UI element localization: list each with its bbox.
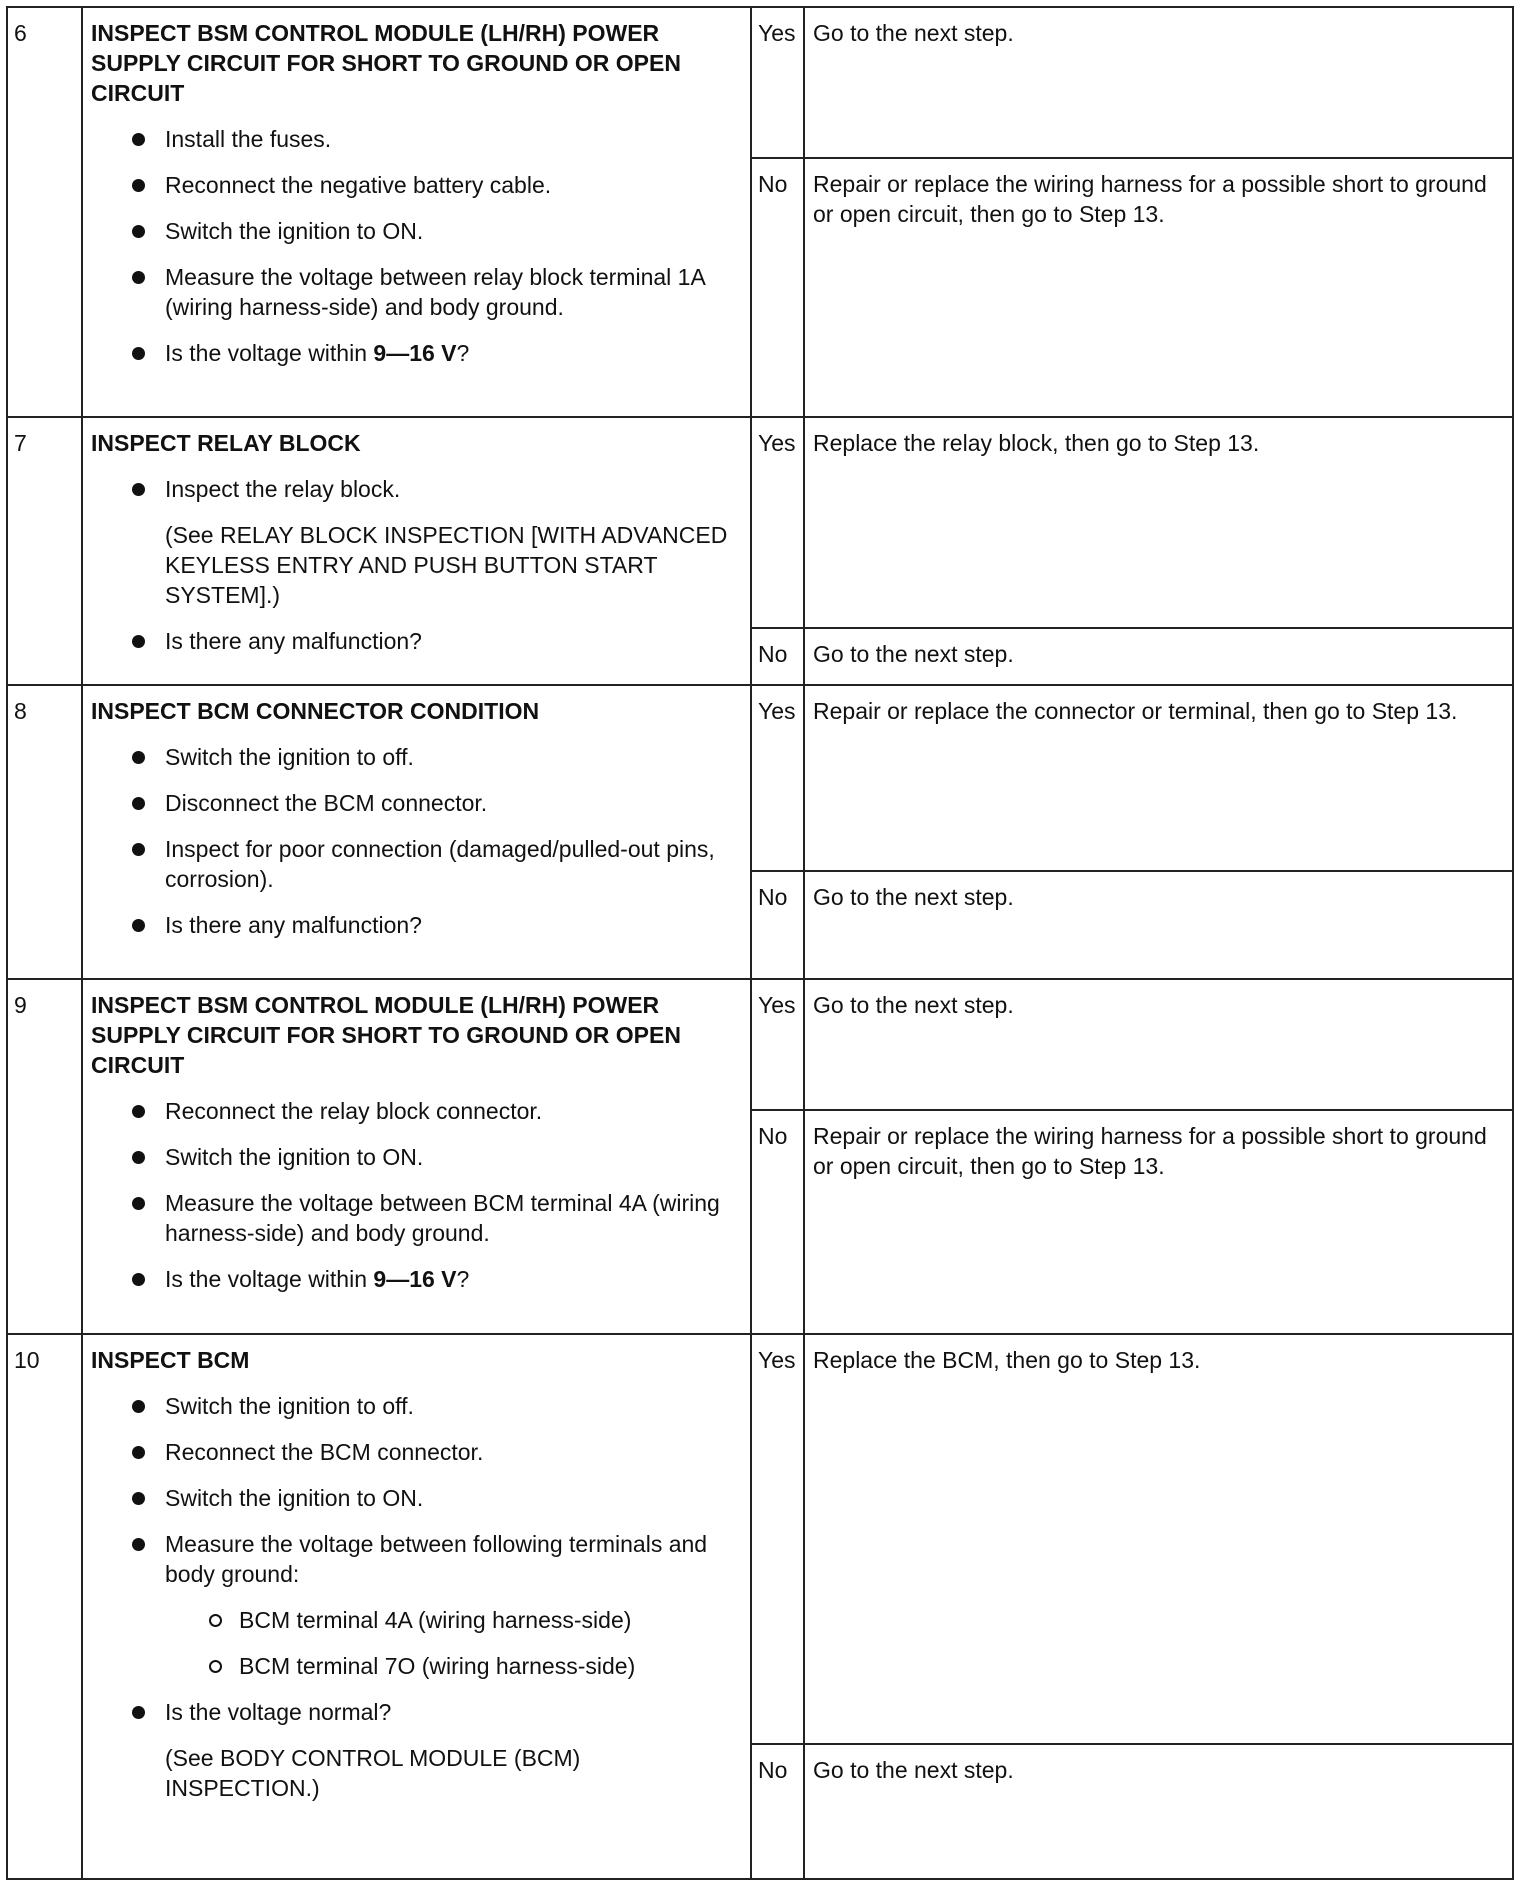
terminal-item: BCM terminal 7O (wiring harness-side): [165, 1651, 740, 1681]
yes-label: Yes: [751, 417, 804, 628]
yes-result: Replace the BCM, then go to Step 13.: [804, 1334, 1513, 1744]
yes-label: Yes: [751, 685, 804, 871]
step-number: 6: [7, 7, 82, 417]
no-label: No: [751, 1744, 804, 1879]
step-number: 9: [7, 979, 82, 1334]
no-label: No: [751, 871, 804, 979]
step-6-yes-row: [7, 7, 1513, 158]
question-text: Is the voltage within: [165, 1266, 374, 1292]
yes-label: Yes: [751, 979, 804, 1110]
reference-note: (See RELAY BLOCK INSPECTION [WITH ADVANCED KEYLESS ENTRY AND PUSH BUTTON START SYSTEM].): [165, 522, 728, 608]
step-action-cell: [82, 1334, 751, 1879]
action-list: [91, 474, 740, 656]
action-list: [91, 742, 740, 940]
action-item: Reconnect the relay block connector.: [91, 1096, 740, 1126]
action-item: Switch the ignition to off.: [91, 1391, 740, 1421]
action-item: Reconnect the negative battery cable.: [91, 170, 740, 200]
no-result: Go to the next step.: [804, 871, 1513, 979]
no-result: Go to the next step.: [804, 628, 1513, 685]
no-result: Repair or replace the wiring harness for a possible short to ground or open circuit, then go to Step 13.: [804, 158, 1513, 417]
action-item: Measure the voltage between BCM terminal 4A (wiring harness-side) and body ground.: [91, 1188, 740, 1248]
step-number: 8: [7, 685, 82, 979]
action-item: Switch the ignition to off.: [91, 742, 740, 772]
step-7-yes-row: [7, 417, 1513, 628]
yes-label: Yes: [751, 7, 804, 158]
action-item: Install the fuses.: [91, 124, 740, 154]
no-label: No: [751, 1110, 804, 1334]
yes-result: Repair or replace the connector or terminal, then go to Step 13.: [804, 685, 1513, 871]
action-item: Switch the ignition to ON.: [91, 216, 740, 246]
question-mark: ?: [456, 340, 470, 366]
action-item: Measure the voltage between relay block terminal 1A (wiring harness-side) and body ground.: [91, 262, 740, 322]
question-item: [91, 1264, 740, 1294]
action-item: Disconnect the BCM connector.: [91, 788, 740, 818]
yes-result: Go to the next step.: [804, 979, 1513, 1110]
no-label: No: [751, 628, 804, 685]
step-title: INSPECT RELAY BLOCK: [91, 430, 361, 456]
yes-label: Yes: [751, 1334, 804, 1744]
step-10-yes-row: [7, 1334, 1513, 1744]
action-item: Switch the ignition to ON.: [91, 1142, 740, 1172]
step-title: INSPECT BCM CONNECTOR CONDITION: [91, 698, 540, 724]
action-item: Inspect the relay block.: [91, 474, 740, 504]
step-action-cell: [82, 685, 751, 979]
yes-result: Go to the next step.: [804, 7, 1513, 158]
yes-result: Replace the relay block, then go to Step 13.: [804, 417, 1513, 628]
step-9-yes-row: [7, 979, 1513, 1110]
action-item: Inspect for poor connection (damaged/pulled-out pins, corrosion).: [91, 834, 740, 894]
action-list: [91, 1391, 740, 1803]
step-8-yes-row: [7, 685, 1513, 871]
action-item: Switch the ignition to ON.: [91, 1483, 740, 1513]
question-item: Is there any malfunction?: [91, 910, 740, 940]
step-action-cell: [82, 979, 751, 1334]
step-title: INSPECT BSM CONTROL MODULE (LH/RH) POWER SUPPLY CIRCUIT FOR SHORT TO GROUND OR OPEN CIRCUIT: [91, 20, 681, 106]
question-mark: ?: [456, 1266, 470, 1292]
action-list: [91, 124, 740, 368]
no-label: No: [751, 158, 804, 417]
terminal-list: [165, 1605, 740, 1681]
step-title: INSPECT BSM CONTROL MODULE (LH/RH) POWER SUPPLY CIRCUIT FOR SHORT TO GROUND OR OPEN CIRCUIT: [91, 992, 681, 1078]
terminal-item: BCM terminal 4A (wiring harness-side): [165, 1605, 740, 1635]
question-text: Is the voltage within: [165, 340, 374, 366]
reference-note: (See BODY CONTROL MODULE (BCM) INSPECTION.): [165, 1745, 581, 1801]
voltage-range: 9—16 V: [373, 340, 457, 366]
question-item: Is there any malfunction?: [91, 626, 740, 656]
step-number: 7: [7, 417, 82, 685]
question-item: Is the voltage normal?: [91, 1697, 740, 1727]
step-action-cell: [82, 417, 751, 685]
step-title: INSPECT BCM: [91, 1347, 250, 1373]
action-text: Measure the voltage between following terminals and body ground:: [165, 1531, 708, 1587]
action-list: [91, 1096, 740, 1294]
action-item: Reconnect the BCM connector.: [91, 1437, 740, 1467]
no-result: Go to the next step.: [804, 1744, 1513, 1879]
diagnostic-procedure-table: [6, 6, 1514, 1880]
action-item: [91, 1529, 740, 1681]
question-item: [91, 338, 740, 368]
no-result: Repair or replace the wiring harness for a possible short to ground or open circuit, then go to Step 13.: [804, 1110, 1513, 1334]
step-number: 10: [7, 1334, 82, 1879]
voltage-range: 9—16 V: [373, 1266, 457, 1292]
step-action-cell: [82, 7, 751, 417]
